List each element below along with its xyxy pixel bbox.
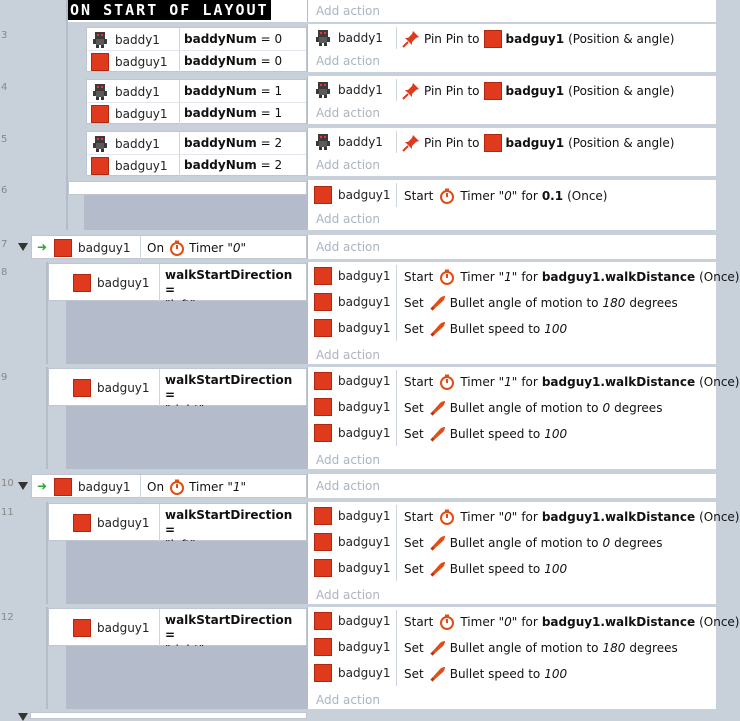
object-name: badguy1 — [338, 640, 391, 654]
object-name: baddy1 — [338, 83, 383, 97]
action-text: Bullet angle of motion to — [449, 536, 599, 550]
condition-text — [184, 54, 282, 68]
action-area — [307, 76, 716, 124]
action-verb: Set — [404, 641, 424, 655]
timer-duration: badguy1.walkDistance — [541, 375, 696, 389]
start-timer-action[interactable] — [404, 371, 740, 393]
badguy-icon — [314, 398, 332, 416]
trigger-condition[interactable] — [31, 474, 307, 498]
object-name: badguy1 — [338, 269, 391, 283]
condition-block[interactable] — [86, 79, 307, 124]
action-text: Timer — [460, 375, 495, 389]
action-text: for — [521, 375, 538, 389]
condition-text — [147, 240, 246, 256]
pin-action[interactable] — [402, 80, 674, 102]
action-text: Timer — [460, 510, 495, 524]
set-angle-action[interactable] — [404, 637, 678, 659]
action-area — [307, 474, 716, 498]
action-object[interactable] — [314, 291, 391, 313]
bullet-icon — [430, 321, 446, 337]
add-action-link[interactable]: Add action — [316, 453, 380, 467]
timer-icon — [439, 188, 455, 204]
pin-icon — [402, 134, 420, 152]
action-suffix: (Once) — [699, 615, 740, 629]
action-verb: Set — [404, 667, 424, 681]
condition-object[interactable] — [91, 103, 168, 125]
timer-name: "0" — [498, 615, 518, 629]
action-text: for — [521, 270, 538, 284]
layout-title-banner — [68, 0, 308, 22]
bullet-icon — [430, 295, 446, 311]
action-object[interactable] — [314, 662, 391, 684]
condition-text — [147, 479, 246, 495]
pin-icon — [402, 82, 420, 100]
badguy-icon — [314, 559, 332, 577]
add-action-link[interactable]: Add action — [316, 588, 380, 602]
trigger-condition[interactable] — [31, 235, 307, 259]
collapse-toggle-icon[interactable] — [18, 243, 28, 251]
set-angle-action[interactable] — [404, 532, 662, 554]
object-name: baddy1 — [115, 137, 160, 151]
condition-block[interactable] — [48, 503, 307, 541]
action-area — [307, 180, 716, 230]
baddy-robot-icon — [314, 81, 332, 99]
timer-icon — [439, 509, 455, 525]
badguy-icon — [91, 105, 109, 123]
action-object[interactable] — [314, 79, 383, 101]
pin-action[interactable] — [402, 132, 674, 154]
action-text: Bullet speed to — [449, 322, 541, 336]
badguy-icon — [314, 372, 332, 390]
object-name: baddy1 — [338, 135, 383, 149]
add-action-link[interactable]: Add action — [316, 158, 380, 172]
condition-object[interactable] — [73, 272, 150, 294]
action-suffix: (Once) — [699, 270, 740, 284]
compare-value: = 1 — [256, 106, 283, 120]
angle-value: 0 — [602, 401, 611, 415]
timer-icon — [439, 374, 455, 390]
condition-text: Timer — [189, 241, 224, 255]
compare-value: = 0 — [256, 54, 283, 68]
timer-icon — [169, 240, 185, 256]
action-area — [307, 367, 740, 469]
condition-verb: On — [147, 480, 165, 494]
action-verb: Start — [404, 375, 434, 389]
bullet-icon — [430, 666, 446, 682]
timer-duration: badguy1.walkDistance — [541, 270, 696, 284]
start-timer-action[interactable] — [404, 506, 740, 528]
action-object[interactable] — [314, 396, 391, 418]
action-object[interactable] — [314, 27, 383, 49]
timer-name: "0" — [227, 241, 247, 255]
condition-text — [184, 84, 282, 98]
object-name: badguy1 — [97, 276, 150, 290]
baddy-robot-icon — [314, 29, 332, 47]
start-timer-action[interactable] — [404, 185, 608, 207]
compare-value: = 2 — [256, 158, 283, 172]
action-suffix: degrees — [614, 536, 663, 550]
condition-block[interactable] — [86, 131, 307, 176]
speed-value: 100 — [544, 427, 568, 441]
badguy-icon — [73, 514, 91, 532]
instance-var-name: walkStartDirection = — [165, 613, 293, 642]
condition-object[interactable] — [91, 29, 160, 51]
collapse-toggle-icon[interactable] — [18, 482, 28, 490]
action-text: Pin Pin to — [424, 136, 480, 150]
timer-name: "1" — [498, 270, 518, 284]
condition-text — [184, 32, 282, 46]
action-suffix: degrees — [614, 401, 663, 415]
action-area — [307, 235, 716, 259]
instance-var-name: baddyNum — [184, 84, 257, 98]
object-name: badguy1 — [115, 159, 168, 173]
action-verb: Set — [404, 562, 424, 576]
event-number: 11 — [1, 507, 14, 518]
action-suffix: (Position & angle) — [568, 136, 675, 150]
timer-name: "0" — [498, 510, 518, 524]
set-speed-action[interactable] — [404, 423, 567, 445]
set-speed-action[interactable] — [404, 558, 567, 580]
action-text: Bullet angle of motion to — [449, 401, 599, 415]
object-name: badguy1 — [338, 509, 391, 523]
object-name: badguy1 — [78, 480, 131, 494]
event-number: 12 — [1, 612, 14, 623]
badguy-icon — [73, 619, 91, 637]
object-name: baddy1 — [115, 85, 160, 99]
speed-value: 100 — [544, 667, 568, 681]
action-verb: Set — [404, 296, 424, 310]
action-text: Bullet angle of motion to — [449, 641, 599, 655]
badguy-icon — [91, 53, 109, 71]
action-target: badguy1 — [505, 84, 565, 98]
action-object[interactable] — [314, 557, 391, 579]
event-number: 3 — [1, 30, 8, 41]
set-speed-action[interactable] — [404, 663, 567, 685]
set-angle-action[interactable] — [404, 397, 662, 419]
bullet-icon — [430, 561, 446, 577]
instance-var-name: baddyNum — [184, 54, 257, 68]
object-name: badguy1 — [338, 374, 391, 388]
action-object[interactable] — [314, 636, 391, 658]
timer-icon — [439, 269, 455, 285]
action-text: for — [521, 189, 538, 203]
action-suffix: degrees — [629, 641, 678, 655]
set-speed-action[interactable] — [404, 318, 567, 340]
action-object[interactable] — [314, 184, 391, 206]
angle-value: 0 — [602, 536, 611, 550]
next-event-edge — [30, 712, 307, 719]
condition-object[interactable] — [54, 237, 131, 259]
object-name: badguy1 — [97, 516, 150, 530]
object-name: baddy1 — [115, 33, 160, 47]
action-text: Bullet speed to — [449, 667, 541, 681]
bullet-icon — [430, 400, 446, 416]
object-name: badguy1 — [338, 614, 391, 628]
baddy-robot-icon — [91, 135, 109, 153]
add-action-link[interactable]: Add action — [316, 693, 380, 707]
badguy-icon — [314, 664, 332, 682]
baddy-robot-icon — [91, 31, 109, 49]
add-action-link[interactable]: Add action — [316, 479, 380, 493]
condition-object[interactable] — [73, 377, 150, 399]
object-name: badguy1 — [338, 666, 391, 680]
condition-object[interactable] — [91, 51, 168, 73]
baddy-robot-icon — [91, 83, 109, 101]
action-verb: Start — [404, 510, 434, 524]
condition-text — [184, 158, 282, 172]
instance-var-name: baddyNum — [184, 106, 257, 120]
action-text: for — [521, 615, 538, 629]
condition-text: Timer — [189, 480, 224, 494]
instance-var-name: baddyNum — [184, 158, 257, 172]
badguy-icon — [314, 612, 332, 630]
action-verb: Set — [404, 536, 424, 550]
action-area — [307, 128, 716, 176]
condition-block[interactable] — [48, 263, 307, 301]
bullet-icon — [430, 426, 446, 442]
action-suffix: (Once) — [567, 189, 608, 203]
event-number: 5 — [1, 134, 8, 145]
condition-object[interactable] — [73, 617, 150, 639]
action-target: badguy1 — [505, 32, 565, 46]
instance-var-name: baddyNum — [184, 136, 257, 150]
action-area — [307, 0, 716, 22]
action-object[interactable] — [314, 131, 383, 153]
badguy-icon — [314, 533, 332, 551]
action-target: badguy1 — [505, 136, 565, 150]
speed-value: 100 — [544, 322, 568, 336]
object-name: badguy1 — [338, 321, 391, 335]
badguy-icon — [314, 319, 332, 337]
condition-block[interactable] — [48, 608, 307, 646]
trigger-arrow-icon: ➜ — [37, 479, 48, 493]
collapse-toggle-icon[interactable] — [18, 713, 28, 721]
badguy-icon — [314, 424, 332, 442]
action-text: Bullet speed to — [449, 427, 541, 441]
action-object[interactable] — [314, 370, 391, 392]
instance-var-name: walkStartDirection = — [165, 373, 293, 402]
condition-object[interactable] — [73, 512, 150, 534]
condition-object[interactable] — [91, 133, 160, 155]
badguy-icon — [314, 638, 332, 656]
badguy-icon — [314, 293, 332, 311]
object-name: badguy1 — [78, 241, 131, 255]
action-suffix: degrees — [629, 296, 678, 310]
badguy-icon — [54, 239, 72, 257]
object-name: badguy1 — [97, 381, 150, 395]
speed-value: 100 — [544, 562, 568, 576]
object-name: badguy1 — [115, 107, 168, 121]
badguy-icon — [73, 379, 91, 397]
add-action-link[interactable]: Add action — [316, 4, 380, 18]
add-action-link[interactable]: Add action — [316, 348, 380, 362]
object-name: badguy1 — [338, 400, 391, 414]
action-text: Pin Pin to — [424, 84, 480, 98]
action-text: for — [521, 510, 538, 524]
compare-value: = 1 — [256, 84, 283, 98]
action-suffix: (Once) — [699, 510, 740, 524]
action-suffix: (Position & angle) — [568, 32, 675, 46]
action-text: Bullet angle of motion to — [449, 296, 599, 310]
action-suffix: (Position & angle) — [568, 84, 675, 98]
event-number: 7 — [1, 239, 8, 250]
object-name: badguy1 — [338, 426, 391, 440]
condition-text — [184, 136, 282, 150]
action-object[interactable] — [314, 422, 391, 444]
condition-object[interactable] — [91, 81, 160, 103]
action-object[interactable] — [314, 317, 391, 339]
badguy-icon — [484, 82, 502, 100]
action-area — [307, 24, 716, 72]
condition-block[interactable] — [86, 27, 307, 72]
badguy-icon — [54, 478, 72, 496]
event-number: 10 — [1, 478, 14, 489]
instance-var-name: baddyNum — [184, 32, 257, 46]
object-name: badguy1 — [115, 55, 168, 69]
instance-var-name: walkStartDirection = — [165, 508, 293, 537]
trigger-arrow-icon: ➜ — [37, 240, 48, 254]
action-object[interactable] — [314, 505, 391, 527]
action-verb: Set — [404, 322, 424, 336]
badguy-icon — [484, 30, 502, 48]
action-verb: Start — [404, 270, 434, 284]
badguy-icon — [314, 507, 332, 525]
event-number: 8 — [1, 267, 8, 278]
action-verb: Start — [404, 189, 434, 203]
instance-var-name: walkStartDirection = — [165, 268, 293, 297]
badguy-icon — [314, 267, 332, 285]
action-text: Timer — [460, 189, 495, 203]
pin-icon — [402, 30, 420, 48]
condition-object[interactable] — [54, 476, 131, 498]
action-suffix: (Once) — [699, 375, 740, 389]
angle-value: 180 — [602, 296, 626, 310]
badguy-icon — [73, 274, 91, 292]
add-action-link[interactable]: Add action — [316, 54, 380, 68]
timer-icon — [169, 479, 185, 495]
compare-value: = 0 — [256, 32, 283, 46]
object-name: badguy1 — [338, 535, 391, 549]
layout-title: ON START OF LAYOUT — [70, 1, 269, 19]
angle-value: 180 — [602, 641, 626, 655]
action-area — [307, 502, 740, 604]
action-object[interactable] — [314, 531, 391, 553]
action-text: Timer — [460, 615, 495, 629]
add-action-link[interactable]: Add action — [316, 212, 380, 226]
timer-icon — [439, 614, 455, 630]
action-verb: Set — [404, 401, 424, 415]
event-number: 4 — [1, 82, 8, 93]
action-verb: Start — [404, 615, 434, 629]
object-name: baddy1 — [338, 31, 383, 45]
event-number: 6 — [1, 185, 8, 196]
object-name: badguy1 — [338, 188, 391, 202]
start-timer-action[interactable] — [404, 266, 740, 288]
add-action-link[interactable]: Add action — [316, 240, 380, 254]
compare-value: = 2 — [256, 136, 283, 150]
action-text: Bullet speed to — [449, 562, 541, 576]
bullet-icon — [430, 535, 446, 551]
badguy-icon — [484, 134, 502, 152]
timer-name: "0" — [498, 189, 518, 203]
condition-text — [184, 106, 282, 120]
action-object[interactable] — [314, 610, 391, 632]
pin-action[interactable] — [402, 28, 674, 50]
add-action-link[interactable]: Add action — [316, 106, 380, 120]
action-area — [307, 607, 740, 709]
action-verb: Set — [404, 427, 424, 441]
event-number: 9 — [1, 372, 8, 383]
start-timer-action[interactable] — [404, 611, 740, 633]
badguy-icon — [314, 186, 332, 204]
condition-block[interactable] — [48, 368, 307, 406]
set-angle-action[interactable] — [404, 292, 678, 314]
object-name: badguy1 — [97, 621, 150, 635]
timer-name: "1" — [498, 375, 518, 389]
action-text: Pin Pin to — [424, 32, 480, 46]
object-name: badguy1 — [338, 561, 391, 575]
badguy-icon — [91, 157, 109, 175]
action-area — [307, 262, 740, 364]
condition-object[interactable] — [91, 155, 168, 177]
timer-name: "1" — [227, 480, 247, 494]
empty-condition[interactable] — [68, 181, 307, 195]
timer-duration: 0.1 — [541, 189, 564, 203]
condition-verb: On — [147, 241, 165, 255]
object-name: badguy1 — [338, 295, 391, 309]
bullet-icon — [430, 640, 446, 656]
action-object[interactable] — [314, 265, 391, 287]
timer-duration: badguy1.walkDistance — [541, 615, 696, 629]
timer-duration: badguy1.walkDistance — [541, 510, 696, 524]
baddy-robot-icon — [314, 133, 332, 151]
action-text: Timer — [460, 270, 495, 284]
